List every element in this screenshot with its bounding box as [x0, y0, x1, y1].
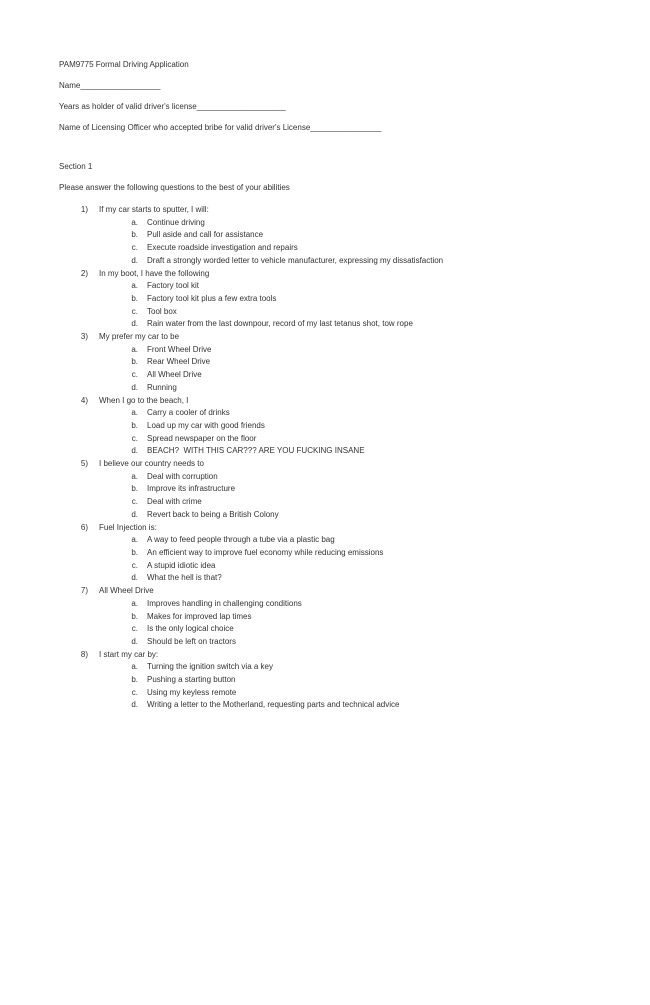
answer-letter: b. [131, 357, 138, 367]
answer-text: A stupid idiotic idea [147, 560, 216, 570]
question-number: 8) [80, 649, 88, 659]
answer-letter: b. [131, 420, 138, 430]
question-number: 2) [80, 268, 88, 278]
answer-option [59, 547, 619, 560]
answer-option [59, 509, 619, 522]
answer-option [59, 623, 619, 636]
answer-letter: a. [131, 471, 138, 481]
answer-text: BEACH? WITH THIS CAR??? ARE YOU FUCKING INSANE [147, 446, 365, 456]
answer-text: Rear Wheel Drive [147, 357, 211, 367]
answer-text: Running [147, 382, 177, 392]
question-row [59, 585, 619, 598]
question-item [59, 395, 619, 459]
answer-text: Rain water from the last downpour, record of my last tetanus shot, tow rope [147, 319, 413, 329]
answer-letter: b. [131, 293, 138, 303]
answer-option [59, 445, 619, 458]
answer-text: Deal with corruption [147, 471, 218, 481]
answer-letter: d. [131, 636, 138, 646]
answer-letter: c. [131, 243, 138, 253]
question-row [59, 204, 619, 217]
years-license-field-line: Years as holder of valid driver's license____________________ [59, 102, 286, 111]
answer-text: Improves handling in challenging conditions [147, 598, 302, 608]
answer-text: A way to feed people through a tube via a plastic bag [147, 535, 335, 545]
question-list [59, 204, 619, 712]
question-number: 4) [80, 395, 88, 405]
question-number: 3) [80, 332, 88, 342]
answer-option [59, 534, 619, 547]
answer-letter: b. [131, 547, 138, 557]
spacer [59, 133, 619, 161]
answer-text: Turning the ignition switch via a key [147, 662, 273, 672]
answer-letter: c. [131, 433, 138, 443]
answer-option [59, 306, 619, 319]
question-item [59, 522, 619, 586]
name-field-line: Name__________________ [59, 81, 161, 90]
question-text: I believe our country needs to [99, 459, 204, 469]
answer-letter: a. [131, 408, 138, 418]
answer-text: Carry a cooler of drinks [147, 408, 230, 418]
question-row [59, 522, 619, 535]
answer-option [59, 255, 619, 268]
answer-option [59, 293, 619, 306]
question-text: All Wheel Drive [99, 586, 154, 596]
answer-text: Continue driving [147, 217, 205, 227]
question-item [59, 331, 619, 395]
answer-text: What the hell is that? [147, 573, 222, 583]
answer-text: Writing a letter to the Motherland, requesting parts and technical advice [147, 700, 400, 710]
answer-option [59, 356, 619, 369]
answer-text: Using my keyless remote [147, 687, 237, 697]
answer-letter: b. [131, 611, 138, 621]
answer-letter: a. [131, 598, 138, 608]
answer-text: Factory tool kit plus a few extra tools [147, 293, 277, 303]
answer-text: Deal with crime [147, 497, 202, 507]
answer-text: Revert back to being a British Colony [147, 509, 279, 519]
section-instructions: Please answer the following questions to the best of your abilities [59, 183, 290, 192]
answer-option [59, 572, 619, 585]
question-row [59, 395, 619, 408]
question-item [59, 585, 619, 649]
answer-option [59, 699, 619, 712]
answer-option [59, 483, 619, 496]
question-row [59, 458, 619, 471]
answer-text: Tool box [147, 306, 177, 316]
answer-option [59, 382, 619, 395]
answer-letter: d. [131, 319, 138, 329]
question-item [59, 204, 619, 268]
question-text: If my car starts to sputter, I will: [99, 205, 209, 214]
answer-option [59, 318, 619, 331]
answer-option [59, 280, 619, 293]
answer-text: Should be left on tractors [147, 636, 236, 646]
answer-text: Improve its infrastructure [147, 484, 236, 494]
answer-letter: d. [131, 573, 138, 583]
answer-letter: c. [131, 370, 138, 380]
answer-letter: d. [131, 700, 138, 710]
answer-option [59, 369, 619, 382]
answer-letter: d. [131, 382, 138, 392]
answer-letter: a. [131, 217, 138, 227]
form-title: PAM9775 Formal Driving Application [59, 60, 189, 69]
answer-option [59, 661, 619, 674]
question-item [59, 458, 619, 522]
question-text: In my boot, I have the following [99, 268, 210, 278]
question-text: I start my car by: [99, 649, 159, 659]
question-item [59, 268, 619, 332]
licensing-officer-field-line: Name of Licensing Officer who accepted bribe for valid driver's License________________ [59, 123, 382, 132]
answer-letter: a. [131, 344, 138, 354]
answer-text: Pushing a starting button [147, 675, 236, 685]
answer-option [59, 560, 619, 573]
answer-text: Execute roadside investigation and repairs [147, 243, 298, 253]
answer-text: Is the only logical choice [147, 624, 234, 634]
answer-option [59, 598, 619, 611]
answer-option [59, 344, 619, 357]
answer-text: Front Wheel Drive [147, 344, 212, 354]
answer-text: An efficient way to improve fuel economy while reducing emissions [147, 547, 384, 557]
answer-letter: d. [131, 509, 138, 519]
question-number: 7) [80, 586, 88, 596]
answer-letter: b. [131, 230, 138, 240]
question-item [59, 649, 619, 713]
answer-text: Pull aside and call for assistance [147, 230, 264, 240]
answer-letter: c. [131, 497, 138, 507]
answer-letter: c. [131, 687, 138, 697]
question-row [59, 268, 619, 281]
answer-text: Factory tool kit [147, 281, 200, 291]
answer-letter: d. [131, 255, 138, 265]
question-number: 5) [80, 459, 88, 469]
question-number: 1) [80, 205, 88, 214]
answer-option [59, 433, 619, 446]
answer-text: Spread newspaper on the floor [147, 433, 257, 443]
question-row [59, 649, 619, 662]
answer-letter: b. [131, 484, 138, 494]
answer-text: Load up my car with good friends [147, 420, 265, 430]
question-row [59, 331, 619, 344]
section-title: Section 1 [59, 162, 93, 171]
answer-option [59, 407, 619, 420]
answer-letter: b. [131, 675, 138, 685]
answer-option [59, 242, 619, 255]
answer-option [59, 674, 619, 687]
answer-letter: c. [131, 306, 138, 316]
answer-letter: d. [131, 446, 138, 456]
document-page [59, 59, 619, 712]
question-text: Fuel Injection is: [99, 522, 157, 532]
answer-text: Draft a strongly worded letter to vehicle manufacturer, expressing my dissatisfaction [147, 255, 444, 265]
question-number: 6) [80, 522, 88, 532]
answer-letter: a. [131, 535, 138, 545]
answer-text: All Wheel Drive [147, 370, 202, 380]
answer-option [59, 217, 619, 230]
answer-letter: c. [131, 560, 138, 570]
answer-option [59, 471, 619, 484]
answer-option [59, 229, 619, 242]
answer-option [59, 687, 619, 700]
answer-letter: c. [131, 624, 138, 634]
answer-option [59, 496, 619, 509]
question-text: When I go to the beach, I [99, 395, 189, 405]
answer-letter: a. [131, 281, 138, 291]
answer-option [59, 636, 619, 649]
question-text: My prefer my car to be [99, 332, 180, 342]
answer-option [59, 611, 619, 624]
answer-text: Makes for improved lap times [147, 611, 252, 621]
answer-option [59, 420, 619, 433]
answer-letter: a. [131, 662, 138, 672]
